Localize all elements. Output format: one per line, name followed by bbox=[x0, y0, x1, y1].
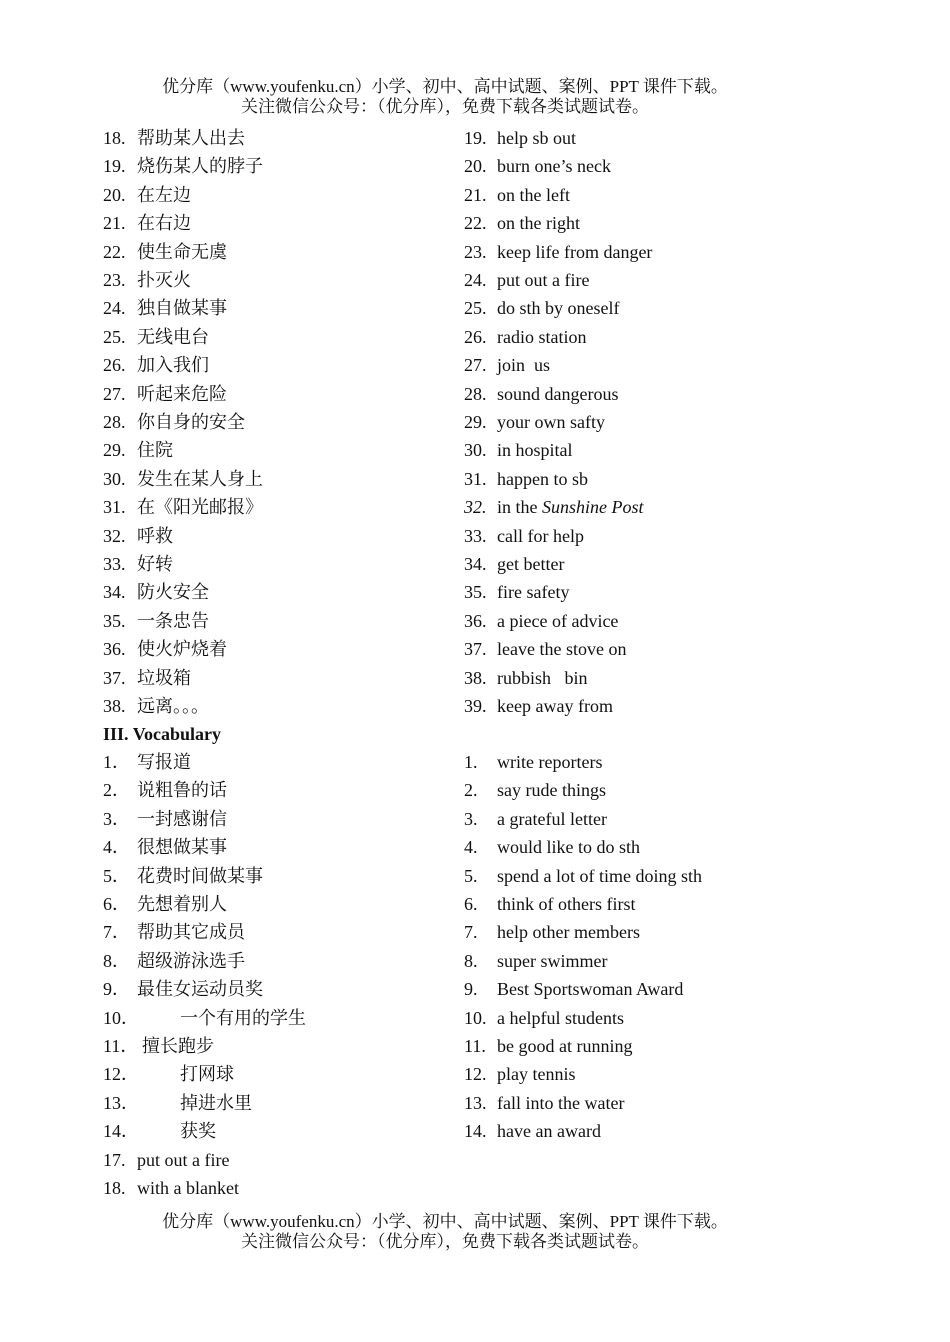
item-number: 19. bbox=[464, 128, 487, 148]
item-number: 10． bbox=[103, 1007, 139, 1028]
item-number: 4． bbox=[103, 837, 130, 858]
item-text bbox=[497, 152, 611, 180]
vocab-row-english bbox=[0, 776, 950, 804]
item-text bbox=[497, 947, 607, 975]
item-number: 14． bbox=[103, 1121, 139, 1142]
item-text-main: help sb out bbox=[497, 128, 576, 148]
phrase-row-english bbox=[0, 522, 950, 550]
item-text bbox=[497, 635, 626, 663]
item-number: 34. bbox=[103, 582, 126, 603]
item-number: 10. bbox=[464, 1007, 487, 1028]
phrase-row-english bbox=[0, 408, 950, 436]
item-text bbox=[497, 1004, 624, 1032]
item-number: 23. bbox=[464, 241, 487, 262]
item-number: 18. bbox=[103, 1178, 126, 1199]
item-number: 13. bbox=[464, 1092, 487, 1113]
item-text-main: burn one’s neck bbox=[497, 156, 611, 177]
item-text-main: 掉进水里 bbox=[180, 1092, 252, 1113]
item-number: 18. bbox=[103, 128, 126, 148]
phrase-row-english bbox=[0, 607, 950, 635]
vocab-row-english bbox=[0, 1117, 950, 1145]
item-text bbox=[497, 436, 573, 464]
item-number: 31. bbox=[103, 497, 126, 518]
item-text-main: 防火安全 bbox=[137, 582, 209, 603]
item-text-main: 打网球 bbox=[180, 1064, 234, 1085]
item-number: 1. bbox=[464, 752, 478, 772]
item-number: 3． bbox=[103, 808, 130, 829]
item-number: 37. bbox=[464, 639, 487, 660]
item-text bbox=[497, 522, 584, 550]
item-text-main: 先想着别人 bbox=[137, 894, 227, 914]
vocab-row-english bbox=[0, 1060, 950, 1088]
phrase-row-english bbox=[0, 266, 950, 294]
item-text-italic: Sunshine Post bbox=[542, 497, 644, 518]
item-text-main: 很想做某事 bbox=[137, 837, 227, 858]
item-text bbox=[497, 918, 640, 946]
item-number: 19. bbox=[103, 156, 126, 177]
item-text-main: Best Sportswoman Award bbox=[497, 979, 684, 1000]
item-text-main: 获奖 bbox=[180, 1121, 216, 1142]
item-text-main: on the right bbox=[497, 213, 580, 234]
item-text-main: in the bbox=[497, 497, 542, 518]
vocab-row-english bbox=[0, 862, 950, 890]
item-text-main: be good at running bbox=[497, 1036, 633, 1056]
item-text-main: with a blanket bbox=[137, 1178, 239, 1199]
item-text-main: 一封感谢信 bbox=[137, 808, 227, 829]
item-text-main: 说粗鲁的话 bbox=[137, 780, 227, 801]
item-number: 35. bbox=[464, 582, 487, 603]
item-number: 27. bbox=[464, 355, 487, 376]
item-number: 11． bbox=[103, 1036, 139, 1056]
item-text-main: spend a lot of time doing sth bbox=[497, 865, 702, 886]
item-number: 11. bbox=[464, 1036, 486, 1056]
item-text-main: 在左边 bbox=[137, 184, 191, 205]
item-text-main: a piece of advice bbox=[497, 610, 619, 631]
item-text-main: keep away from bbox=[497, 696, 613, 716]
phrase-row-english bbox=[0, 578, 950, 606]
item-number: 29. bbox=[464, 412, 487, 432]
item-text bbox=[497, 805, 607, 833]
item-number: 37. bbox=[103, 667, 126, 688]
item-number: 32. bbox=[464, 497, 487, 518]
item-text bbox=[497, 1089, 624, 1117]
item-text-main: 擅长跑步 bbox=[142, 1036, 214, 1056]
item-text-main: 帮助其它成员 bbox=[137, 922, 245, 943]
vocab-row-english bbox=[0, 833, 950, 861]
item-text-main: 一条忠告 bbox=[137, 610, 209, 631]
vocab-row-english bbox=[0, 748, 950, 776]
phrase-row-english bbox=[0, 351, 950, 379]
item-number: 2． bbox=[103, 780, 130, 801]
item-text-main: your own safty bbox=[497, 412, 605, 432]
item-number: 24. bbox=[103, 298, 126, 319]
item-text-main: 写报道 bbox=[137, 752, 191, 772]
item-number: 28. bbox=[464, 383, 487, 404]
extra-row bbox=[0, 1146, 950, 1174]
item-text bbox=[497, 890, 635, 918]
item-text bbox=[497, 833, 640, 861]
item-text bbox=[497, 1060, 576, 1088]
item-text bbox=[137, 1146, 229, 1174]
item-text-main: write reporters bbox=[497, 752, 603, 772]
item-text bbox=[497, 748, 602, 776]
item-text-main: 在右边 bbox=[137, 213, 191, 234]
item-number: 7. bbox=[464, 922, 478, 943]
phrase-row-english bbox=[0, 550, 950, 578]
item-text-main: a grateful letter bbox=[497, 808, 607, 829]
item-text-main: 最佳女运动员奖 bbox=[137, 979, 263, 1000]
item-text bbox=[497, 351, 550, 379]
item-number: 32. bbox=[103, 525, 126, 546]
item-text bbox=[497, 266, 589, 294]
phrase-row-english bbox=[0, 152, 950, 180]
item-text-main: say rude things bbox=[497, 780, 606, 801]
item-number: 3. bbox=[464, 808, 478, 829]
item-text-main: think of others first bbox=[497, 894, 636, 914]
item-text-main: 住院 bbox=[137, 440, 173, 461]
item-text bbox=[497, 1032, 632, 1060]
item-number: 28. bbox=[103, 412, 126, 432]
item-number: 14. bbox=[464, 1121, 487, 1142]
item-text-main: call for help bbox=[497, 525, 584, 546]
item-text bbox=[497, 862, 702, 890]
item-number: 2. bbox=[464, 780, 478, 801]
item-text bbox=[497, 209, 580, 237]
item-text-main: play tennis bbox=[497, 1064, 576, 1085]
item-text bbox=[497, 408, 605, 436]
phrase-row-english bbox=[0, 124, 950, 152]
header-line-2: 关注微信公众号：（优分库），免费下载各类试题试卷。 bbox=[241, 97, 649, 116]
item-text-main: 在《阳光邮报》 bbox=[137, 497, 263, 518]
item-number: 36. bbox=[103, 639, 126, 660]
item-text bbox=[497, 323, 586, 351]
item-text bbox=[497, 181, 570, 209]
extra-row bbox=[0, 1174, 950, 1202]
item-number: 22. bbox=[464, 213, 487, 234]
item-text bbox=[497, 692, 613, 720]
item-text-main: 你自身的安全 bbox=[137, 412, 245, 432]
phrase-row-english bbox=[0, 380, 950, 408]
item-number: 17. bbox=[103, 1150, 126, 1170]
item-number: 31. bbox=[464, 468, 487, 489]
item-number: 20. bbox=[464, 156, 487, 177]
item-text-main: 使生命无虞 bbox=[137, 241, 227, 262]
item-text bbox=[497, 975, 683, 1003]
item-text bbox=[497, 124, 576, 152]
item-number: 24. bbox=[464, 270, 487, 290]
item-number: 12. bbox=[464, 1064, 487, 1085]
item-text-main: 烧伤某人的脖子 bbox=[137, 156, 263, 177]
item-text-main: radio station bbox=[497, 326, 587, 347]
header-line-1: 优分库（www.youfenku.cn）小学、初中、高中试题、案例、PPT 课件下载。 bbox=[162, 77, 728, 96]
footer-line-2: 关注微信公众号：（优分库），免费下载各类试题试卷。 bbox=[241, 1232, 649, 1251]
item-number: 9. bbox=[464, 979, 478, 1000]
item-text-main: would like to do sth bbox=[497, 837, 640, 858]
vocab-row-english bbox=[0, 805, 950, 833]
item-number: 25. bbox=[464, 298, 487, 319]
item-text-main: in hospital bbox=[497, 440, 573, 461]
item-number: 26. bbox=[103, 355, 126, 376]
item-text-main: 好转 bbox=[137, 554, 173, 574]
section-title: III. Vocabulary bbox=[103, 724, 222, 744]
item-number: 5． bbox=[103, 865, 130, 886]
item-number: 21. bbox=[103, 213, 126, 234]
item-text-main: 超级游泳选手 bbox=[137, 950, 245, 971]
item-text-main: 帮助某人出去 bbox=[137, 128, 245, 148]
item-text-main: happen to sb bbox=[497, 468, 588, 489]
footer-line-1: 优分库（www.youfenku.cn）小学、初中、高中试题、案例、PPT 课件下载。 bbox=[162, 1212, 728, 1231]
item-number: 9． bbox=[103, 979, 130, 1000]
item-text-main: 发生在某人身上 bbox=[137, 468, 263, 489]
item-number: 34. bbox=[464, 554, 487, 574]
item-text-main: help other members bbox=[497, 922, 640, 943]
item-number: 27. bbox=[103, 383, 126, 404]
phrase-row-english bbox=[0, 692, 950, 720]
item-number: 36. bbox=[464, 610, 487, 631]
vocab-row-english bbox=[0, 947, 950, 975]
phrase-row-english bbox=[0, 436, 950, 464]
item-number: 7． bbox=[103, 922, 130, 943]
phrase-row-english bbox=[0, 465, 950, 493]
phrase-row-english bbox=[0, 238, 950, 266]
item-text bbox=[137, 1174, 239, 1202]
item-text bbox=[497, 1117, 601, 1145]
phrase-row-english bbox=[0, 664, 950, 692]
item-number: 25. bbox=[103, 326, 126, 347]
item-number: 29. bbox=[103, 440, 126, 461]
vocab-row-english bbox=[0, 975, 950, 1003]
item-number: 35. bbox=[103, 610, 126, 631]
item-number: 33. bbox=[464, 525, 487, 546]
item-text-main: sound dangerous bbox=[497, 383, 619, 404]
item-text bbox=[497, 294, 619, 322]
item-number: 38. bbox=[464, 667, 487, 688]
vocab-row-english bbox=[0, 1004, 950, 1032]
item-number: 20. bbox=[103, 184, 126, 205]
phrase-row-english bbox=[0, 635, 950, 663]
item-text-main: fire safety bbox=[497, 582, 570, 603]
item-text bbox=[497, 550, 564, 578]
item-number: 23. bbox=[103, 270, 126, 290]
item-text-main: a helpful students bbox=[497, 1007, 624, 1028]
page-header bbox=[0, 77, 890, 117]
page-footer bbox=[0, 1212, 890, 1252]
item-number: 6． bbox=[103, 894, 130, 914]
item-text-main: rubbish bin bbox=[497, 667, 588, 688]
item-text-main: fall into the water bbox=[497, 1092, 625, 1113]
item-number: 1． bbox=[103, 752, 130, 772]
item-text bbox=[497, 664, 588, 692]
item-text-main: keep life from danger bbox=[497, 241, 653, 262]
item-text bbox=[497, 380, 618, 408]
item-text-main: on the left bbox=[497, 184, 570, 205]
vocab-row-english bbox=[0, 1032, 950, 1060]
item-number: 26. bbox=[464, 326, 487, 347]
item-text-main: have an award bbox=[497, 1121, 601, 1142]
item-text-main: do sth by oneself bbox=[497, 298, 620, 319]
item-text-main: 远离。。。 bbox=[137, 696, 209, 716]
item-number: 8． bbox=[103, 950, 130, 971]
item-number: 30. bbox=[103, 468, 126, 489]
item-number: 21. bbox=[464, 184, 487, 205]
item-number: 12． bbox=[103, 1064, 139, 1085]
item-number: 39. bbox=[464, 696, 487, 716]
phrase-row-english bbox=[0, 181, 950, 209]
item-text-main: 扑灭火 bbox=[137, 270, 191, 290]
item-text-main: 独自做某事 bbox=[137, 298, 227, 319]
item-text bbox=[497, 607, 618, 635]
item-text bbox=[497, 578, 569, 606]
item-number: 33. bbox=[103, 554, 126, 574]
item-text bbox=[497, 238, 652, 266]
item-text-main: put out a fire bbox=[137, 1150, 230, 1170]
item-number: 30. bbox=[464, 440, 487, 461]
item-text bbox=[497, 776, 606, 804]
item-text-main: 无线电台 bbox=[137, 326, 209, 347]
item-number: 6. bbox=[464, 894, 478, 914]
vocab-row-english bbox=[0, 918, 950, 946]
item-number: 8. bbox=[464, 950, 478, 971]
item-number: 4. bbox=[464, 837, 478, 858]
item-number: 13． bbox=[103, 1092, 139, 1113]
item-number: 5. bbox=[464, 865, 478, 886]
item-text-main: get better bbox=[497, 554, 565, 574]
item-number: 38. bbox=[103, 696, 126, 716]
phrase-row-english bbox=[0, 209, 950, 237]
item-number: 22. bbox=[103, 241, 126, 262]
item-text bbox=[497, 465, 588, 493]
item-text-main: join us bbox=[497, 355, 551, 376]
item-text-main: 一个有用的学生 bbox=[180, 1007, 306, 1028]
item-text-main: super swimmer bbox=[497, 950, 608, 971]
item-text bbox=[497, 493, 644, 521]
item-text-main: 花费时间做某事 bbox=[137, 865, 263, 886]
vocab-row-english bbox=[0, 890, 950, 918]
phrase-row-english bbox=[0, 493, 950, 521]
item-text-main: put out a fire bbox=[497, 270, 590, 290]
item-text-main: 加入我们 bbox=[137, 355, 209, 376]
item-text-main: 使火炉烧着 bbox=[137, 639, 227, 660]
item-text-main: 垃圾箱 bbox=[137, 667, 191, 688]
item-text-main: leave the stove on bbox=[497, 639, 627, 660]
item-text-main: 听起来危险 bbox=[137, 383, 227, 404]
phrase-row-english bbox=[0, 294, 950, 322]
phrase-row-english bbox=[0, 323, 950, 351]
item-text-main: 呼救 bbox=[137, 525, 173, 546]
vocab-row-english bbox=[0, 1089, 950, 1117]
